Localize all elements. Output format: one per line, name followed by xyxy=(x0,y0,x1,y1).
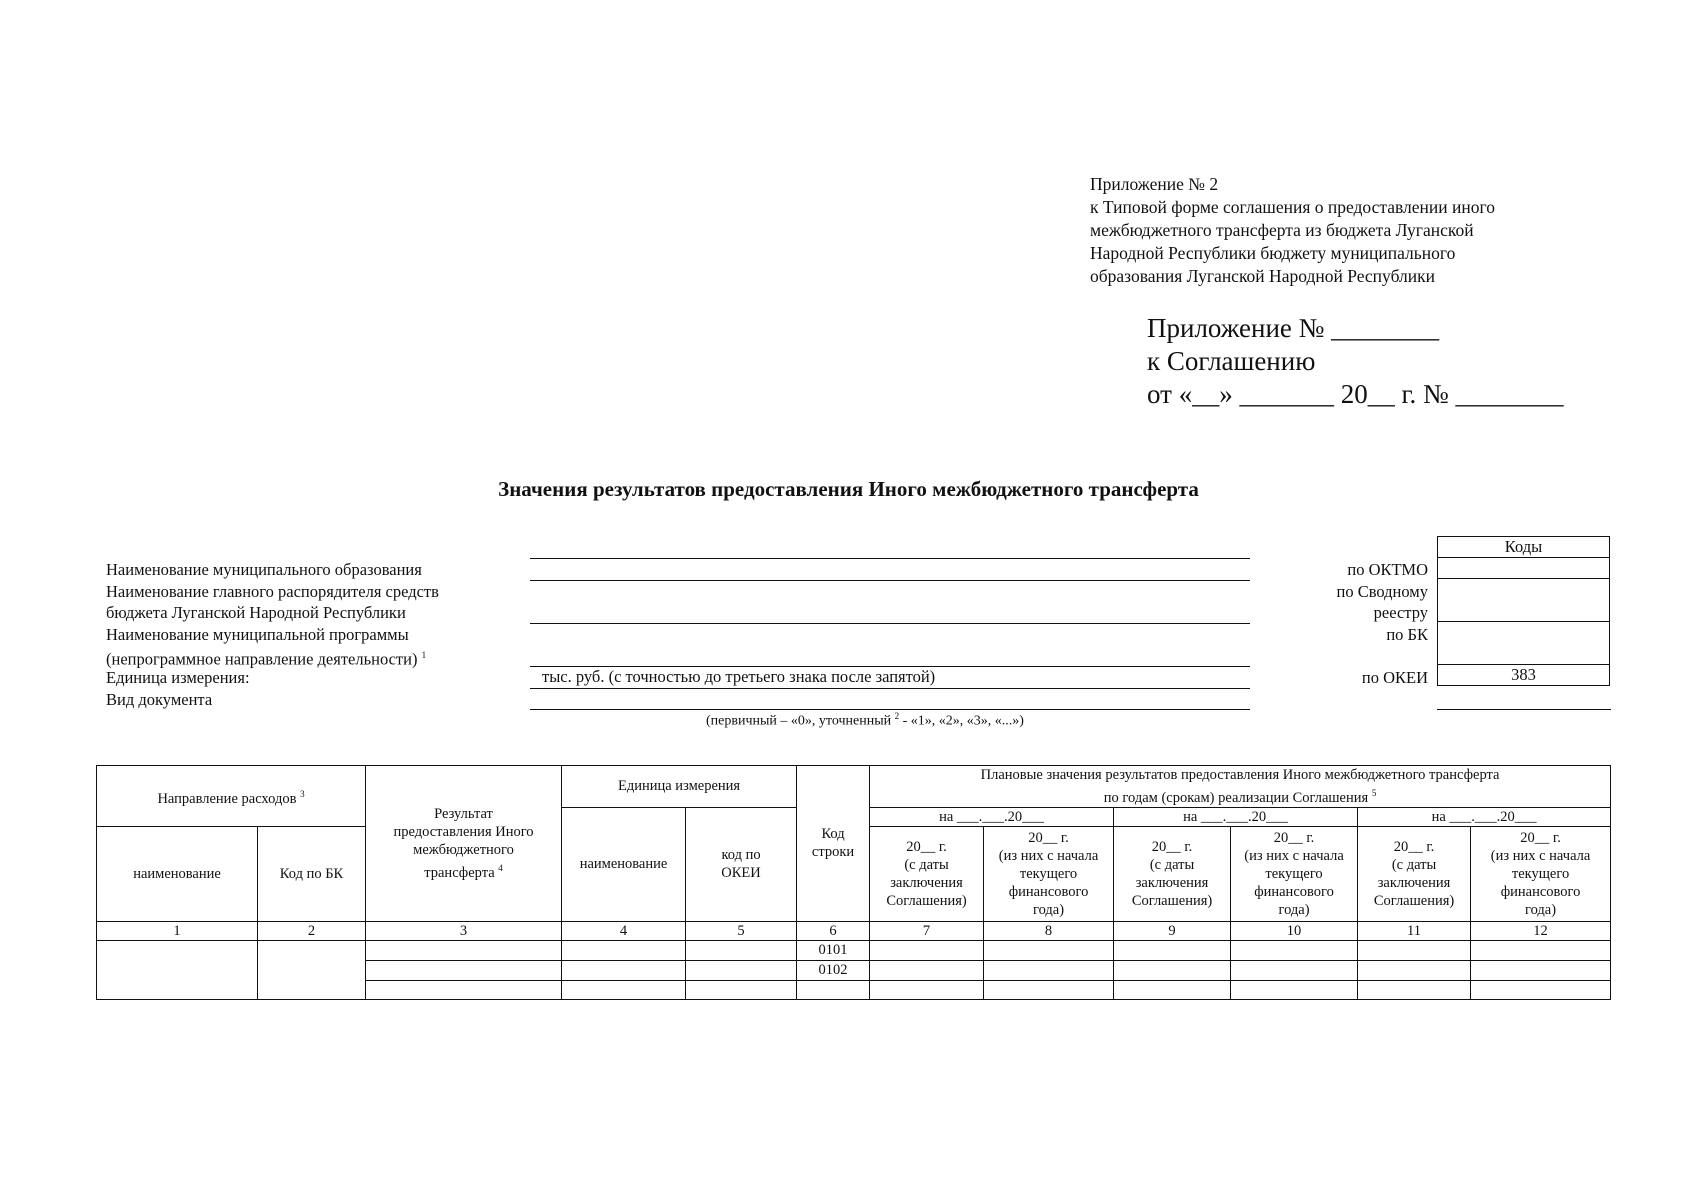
code-doc-type-line xyxy=(1437,709,1611,710)
field-line-doc-type xyxy=(530,709,1250,710)
cell-row-code[interactable] xyxy=(797,980,870,999)
cell-result[interactable] xyxy=(366,940,562,960)
column-number: 5 xyxy=(686,921,797,940)
label-distributor-1: Наименование главного распорядителя средств xyxy=(106,582,439,601)
appendix-line: к Типовой форме соглашения о предоставлении иного xyxy=(1090,197,1495,217)
cell-value[interactable] xyxy=(1358,980,1471,999)
cell-value[interactable] xyxy=(870,980,984,999)
label-svod-1: по Сводному xyxy=(1336,582,1428,601)
cell-value[interactable] xyxy=(1231,980,1358,999)
column-number-row xyxy=(97,921,1611,940)
column-number: 6 xyxy=(797,921,870,940)
header-plan: Плановые значения результатов предоставления Иного межбюджетного трансферта по годам (срокам) реализации Соглашения $^5$ xyxy=(870,766,1611,808)
unit-value: тыс. руб. (с точностью до третьего знака после запятой) xyxy=(542,667,936,686)
cell-unit-name[interactable] xyxy=(562,980,686,999)
header-period-1: на ___.___.20___ xyxy=(870,807,1114,826)
cell-value[interactable] xyxy=(1471,980,1611,999)
label-program-1: Наименование муниципальной программы xyxy=(106,625,409,644)
cell-unit-okei[interactable] xyxy=(686,960,797,980)
appendix-line: образования Луганской Народной Республики xyxy=(1090,266,1436,286)
column-number: 12 xyxy=(1471,921,1611,940)
cell-result[interactable] xyxy=(366,980,562,999)
label-okei: по ОКЕИ xyxy=(1361,668,1428,687)
column-number: 2 xyxy=(258,921,366,940)
cell-value[interactable] xyxy=(1114,960,1231,980)
doc-type-hint: (первичный – «0», уточненный $^2$ - «1», «2», «3», «...») xyxy=(706,711,1024,729)
cell-value[interactable] xyxy=(1358,940,1471,960)
header-bk-code: Код по БК xyxy=(258,826,366,921)
header-col-7: 20__ г. (с даты заключения Соглашения) xyxy=(870,826,984,921)
header-col-11: 20__ г. (с даты заключения Соглашения) xyxy=(1358,826,1471,921)
results-table xyxy=(96,765,1611,1000)
header-result: Результат предоставления Иного межбюджетного трансферта $^4$ xyxy=(366,766,562,922)
field-line-municipality-2 xyxy=(530,580,1250,581)
code-oktmo-cell[interactable] xyxy=(1438,558,1610,579)
table-row xyxy=(97,940,1611,960)
label-unit: Единица измерения: xyxy=(106,668,250,687)
cell-value[interactable] xyxy=(1231,940,1358,960)
column-number: 7 xyxy=(870,921,984,940)
cell-value[interactable] xyxy=(1231,960,1358,980)
cell-row-code: 0101 xyxy=(797,940,870,960)
cell-value[interactable] xyxy=(984,980,1114,999)
label-municipality: Наименование муниципального образования xyxy=(106,560,422,579)
codes-header: Коды xyxy=(1438,537,1610,558)
header-unit-okei: код по ОКЕИ xyxy=(686,807,797,921)
header-direction: Направление расходов $^3$ xyxy=(97,766,366,827)
cell-unit-okei[interactable] xyxy=(686,940,797,960)
cell-value[interactable] xyxy=(984,960,1114,980)
appendix-line: Народной Республики бюджету муниципального xyxy=(1090,243,1456,263)
cell-value[interactable] xyxy=(1471,940,1611,960)
header-name: наименование xyxy=(97,826,258,921)
label-doc-type: Вид документа xyxy=(106,690,213,709)
cell-bk-code[interactable] xyxy=(258,940,366,999)
field-line-distributor xyxy=(530,623,1250,624)
header-period-3: на ___.___.20___ xyxy=(1358,807,1611,826)
cell-direction-name[interactable] xyxy=(97,940,258,999)
appendix-header xyxy=(1090,173,1495,288)
field-line-municipality xyxy=(530,558,1250,559)
column-number: 4 xyxy=(562,921,686,940)
label-oktmo: по ОКТМО xyxy=(1347,560,1428,579)
label-program-2: (непрограммное направление деятельности) $^1$ xyxy=(106,649,427,669)
appendix-number: Приложение № 2 xyxy=(1090,174,1219,194)
field-line-unit xyxy=(530,688,1250,689)
agreement-label: к Соглашению xyxy=(1147,346,1316,376)
header-col-12: 20__ г. (из них с начала текущего финансового года) xyxy=(1471,826,1611,921)
label-distributor-2: бюджета Луганской Народной Республики xyxy=(106,603,406,622)
cell-unit-name[interactable] xyxy=(562,960,686,980)
cell-result[interactable] xyxy=(366,960,562,980)
column-number: 3 xyxy=(366,921,562,940)
cell-value[interactable] xyxy=(1471,960,1611,980)
header-unit-group: Единица измерения xyxy=(562,766,797,808)
agreement-date-number: от «__» _______ 20__ г. № ________ xyxy=(1147,379,1564,409)
agreement-appendix-number: Приложение № ________ xyxy=(1147,313,1440,343)
appendix-line: межбюджетного трансферта из бюджета Луганской xyxy=(1090,220,1474,240)
column-number: 1 xyxy=(97,921,258,940)
cell-value[interactable] xyxy=(984,940,1114,960)
cell-row-code: 0102 xyxy=(797,960,870,980)
header-col-10: 20__ г. (из них с начала текущего финансового года) xyxy=(1231,826,1358,921)
cell-value[interactable] xyxy=(870,960,984,980)
header-col-8: 20__ г. (из них с начала текущего финансового года) xyxy=(984,826,1114,921)
column-number: 11 xyxy=(1358,921,1471,940)
cell-value[interactable] xyxy=(1114,940,1231,960)
code-svod-cell[interactable] xyxy=(1438,579,1610,622)
cell-unit-name[interactable] xyxy=(562,940,686,960)
page-title: Значения результатов предоставления Иного межбюджетного трансферта xyxy=(498,477,1199,501)
column-number: 8 xyxy=(984,921,1114,940)
code-okei-cell: 383 xyxy=(1438,665,1610,686)
header-period-2: на ___.___.20___ xyxy=(1114,807,1358,826)
cell-value[interactable] xyxy=(1114,980,1231,999)
agreement-reference xyxy=(1147,312,1563,411)
column-number: 10 xyxy=(1231,921,1358,940)
header-unit-name: наименование xyxy=(562,807,686,921)
label-bk: по БК xyxy=(1386,625,1428,644)
cell-unit-okei[interactable] xyxy=(686,980,797,999)
code-bk-cell[interactable] xyxy=(1438,622,1610,665)
label-svod-2: реестру xyxy=(1373,603,1428,622)
header-col-9: 20__ г. (с даты заключения Соглашения) xyxy=(1114,826,1231,921)
cell-value[interactable] xyxy=(1358,960,1471,980)
column-number: 9 xyxy=(1114,921,1231,940)
header-row-code: Код строки xyxy=(797,766,870,922)
codes-box xyxy=(1437,536,1610,686)
cell-value[interactable] xyxy=(870,940,984,960)
